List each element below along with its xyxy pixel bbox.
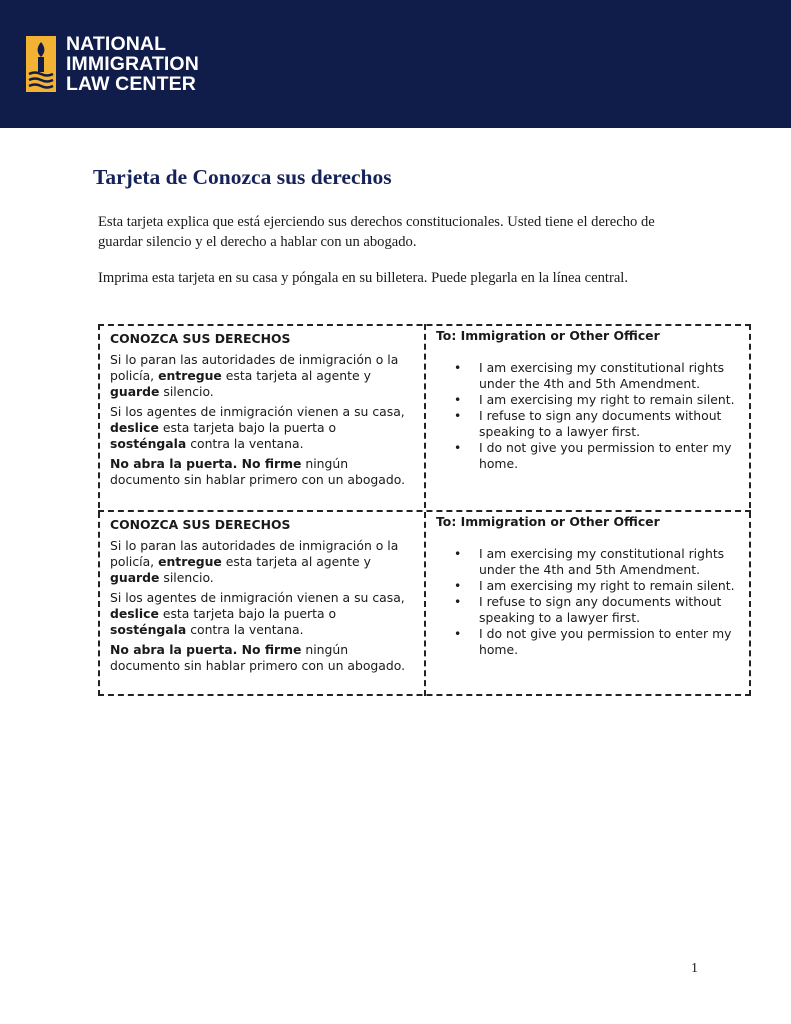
card-2-heading: CONOZCA SUS DERECHOS — [110, 517, 291, 532]
card-2-english-side — [436, 514, 746, 658]
intro-paragraph-2: Imprima esta tarjeta en su casa y póngala en su billetera. Puede plegarla en la línea central. — [98, 270, 629, 286]
card-1-officer-heading: To: Immigration or Other Officer — [436, 328, 660, 343]
card-1-paragraph-2: Si los agentes de inmigración vienen a su casa, deslice esta tarjeta bajo la puerta o sosténgala contra la ventana. — [110, 404, 405, 451]
card-2-paragraph-3: No abra la puerta. No firme ningún documento sin hablar primero con un abogado. — [110, 642, 406, 673]
list-item: • I do not give you permission to enter my home. — [436, 440, 746, 472]
list-item: • I am exercising my right to remain silent. — [436, 578, 746, 594]
list-item: • I am exercising my constitutional rights under the 4th and 5th Amendment. — [436, 546, 746, 578]
card-1-paragraph-1: Si lo paran las autoridades de inmigración o la policía, entregue esta tarjeta al agente y guarde silencio. — [110, 352, 399, 399]
intro-paragraph-1: Esta tarjeta explica que está ejerciendo sus derechos constitucionales. Usted tiene el derecho de guardar silencio y el derecho a hablar con un abogado. — [98, 214, 655, 250]
page-number: 1 — [691, 961, 698, 976]
torch-icon — [26, 36, 56, 92]
card-2-officer-heading: To: Immigration or Other Officer — [436, 514, 660, 529]
card-1-english-side — [436, 328, 746, 472]
list-item: • I refuse to sign any documents without speaking to a lawyer first. — [436, 408, 746, 440]
card-2-spanish-side — [110, 517, 416, 678]
list-item: • I do not give you permission to enter my home. — [436, 626, 746, 658]
header-banner — [0, 0, 791, 128]
list-item: • I refuse to sign any documents without speaking to a lawyer first. — [436, 594, 746, 626]
card-1-paragraph-3: No abra la puerta. No firme ningún documento sin hablar primero con un abogado. — [110, 456, 406, 487]
card-2-rights-list — [436, 546, 746, 658]
card-2-paragraph-1: Si lo paran las autoridades de inmigración o la policía, entregue esta tarjeta al agente y guarde silencio. — [110, 538, 399, 585]
cut-line — [98, 510, 751, 512]
card-2-paragraph-2: Si los agentes de inmigración vienen a su casa, deslice esta tarjeta bajo la puerta o sosténgala contra la ventana. — [110, 590, 405, 637]
card-1-spanish-side — [110, 331, 416, 492]
card-1-heading: CONOZCA SUS DERECHOS — [110, 331, 291, 346]
card-1-rights-list — [436, 360, 746, 472]
organization-name — [66, 34, 199, 94]
list-item: • I am exercising my right to remain silent. — [436, 392, 746, 408]
org-name-line-3: LAW CENTER — [66, 73, 196, 95]
page-title: Tarjeta de Conozca sus derechos — [93, 165, 392, 189]
org-name-line-1: NATIONAL — [66, 33, 167, 55]
org-name-line-2: IMMIGRATION — [66, 53, 199, 75]
list-item: • I am exercising my constitutional rights under the 4th and 5th Amendment. — [436, 360, 746, 392]
